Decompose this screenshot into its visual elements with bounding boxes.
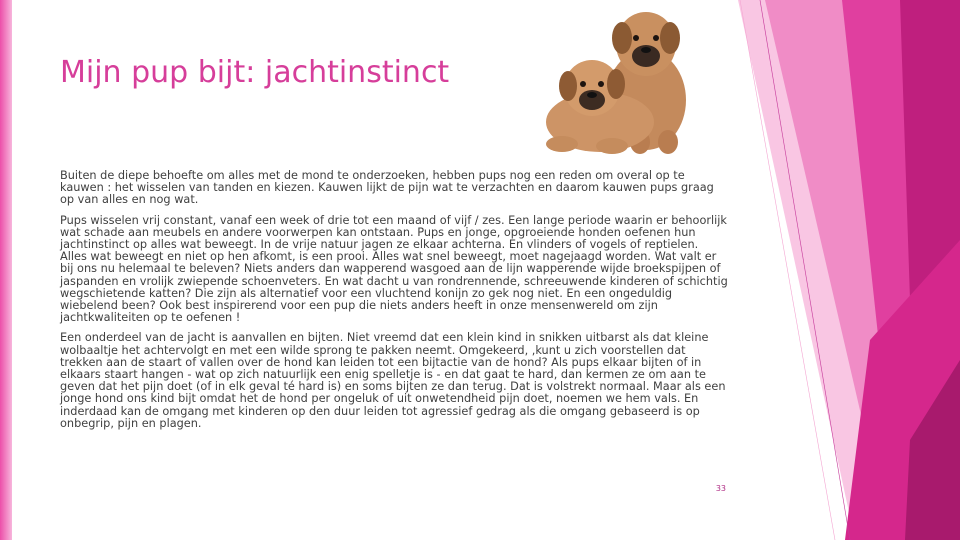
paragraph-teething: Buiten de diepe behoefte om alles met de mond te onderzoeken, hebben pups nog een reden om overal op te kauwen : het wisselen van tanden en kiezen. Kauwen lijkt de pijn wat te verzachten en daarom kauwen pups graag op van alles en nog wat. bbox=[60, 169, 714, 207]
paragraph-biting: Een onderdeel van de jacht is aanvallen en bijten. Niet vreemd dat een klein kind in snikken uitbarst als dat kleine wolbaaltje het achtervolgt en met een wilde sprong te pakken neemt. Omgekeerd, ,kunt u zich voorstellen dat trekken aan de staart of vallen over de hond kan leiden tot een bijtactie van de hond? Als pups elkaar bijten of in elkaars staart hangen - wat op zich natuurlijk een enig spelletje is - en dat gaat te hard, dan kermen ze om aan te geven dat het pijn doet (of in elk geval té hard is) en soms bijten ze dan terug. Dat is volstrekt normaal. Maar als een jonge hond ons kind bijt omdat het de hond per ongeluk of uit onwetendheid pijn doet, noemen we hem vals. En inderdaad kan de omgang met kinderen op den duur leiden tot agressief gedrag als die omgang gebaseerd is op onbegrip, pijn en plagen. bbox=[60, 331, 726, 430]
paragraph-hunting-instinct: Pups wisselen vrij constant, vanaf een week of drie tot een maand of vijf / zes. Een lange periode waarin er behoorlijk wat schade aan meubels en andere voorwerpen kan ontstaan. Pups en jonge, opgroeiende honden oefenen hun jachtinstinct op alles wat beweegt. In de vrije natuur jagen ze elkaar achterna. En vlinders of vogels of reptielen. Alles wat beweegt en niet op hen afkomt, is een prooi. Alles wat snel beweegt, moet nagejaagd worden. Wat valt er bij ons nu helemaal te beleven? Niets anders dan wapperend wasgoed aan de lijn wapperende wijde broekspijpen of jaspanden en vrolijk zwiepende schoenveters. En wat dacht u van rondrennende, schreeuwende kinderen of schichtig wegschietende katten? Die zijn als alternatief voor een vluchtend konijn zo gek nog niet. En een ongeduldig wiebelend been? Ook best inspirerend voor een pup die niets anders heeft in onze mensenwereld om zijn jachtkwaliteiten op te oefenen ! bbox=[60, 213, 728, 325]
body-text bbox=[60, 170, 728, 438]
slide-title: Mijn pup bijt: jachtinstinct bbox=[60, 55, 450, 90]
page-number: 33 bbox=[715, 484, 726, 493]
two-puppies-photo bbox=[528, 4, 708, 164]
